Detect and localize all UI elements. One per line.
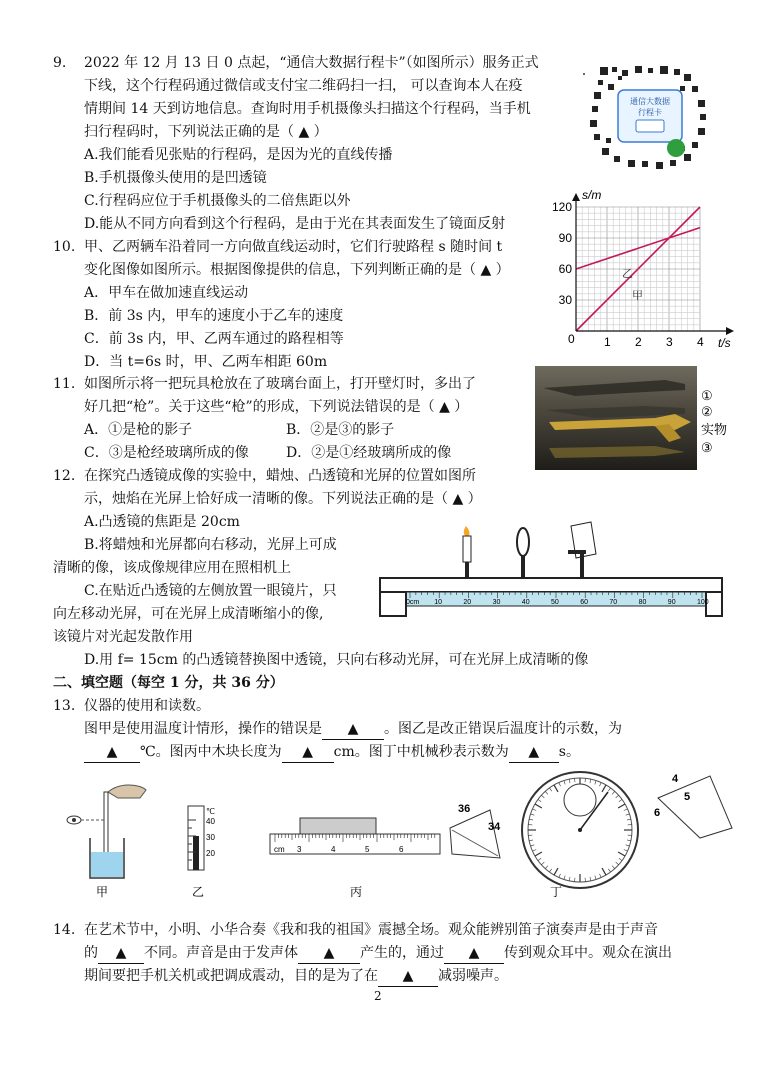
q11-option-c: C．③是枪经玻璃所成的像 xyxy=(84,445,249,461)
q14-text-3a: 期间要把手机关机或把调成震动，目的是为了在 xyxy=(84,968,378,984)
q9-option-c: C.行程码应位于手机摄像头的二倍焦距以外 xyxy=(84,193,351,209)
bench-tick-label: 30 xyxy=(492,599,501,606)
thermo-30: 30 xyxy=(206,833,215,842)
section-fill-title: 二、填空题（每空 1 分，共 36 分） xyxy=(53,675,284,691)
q10-option-d: D．当 t=6s 时，甲、乙两车相距 60m xyxy=(84,354,328,370)
q14-text-3b: 减弱噪声。 xyxy=(438,968,508,984)
ruler-3: 3 xyxy=(297,845,302,854)
bench-tick-label: 80 xyxy=(638,599,647,606)
bench-tick-label: 40 xyxy=(521,599,530,606)
candle-flame xyxy=(464,526,470,536)
q13-blank-1[interactable]: ▲ xyxy=(322,719,384,740)
figure-yi-thermometer xyxy=(188,806,215,899)
qr-text-2: 行程卡 xyxy=(638,108,662,117)
q12-option-b-2: 清晰的像，该成像规律应用在照相机上 xyxy=(53,560,291,576)
q13-blank-2[interactable]: ▲ xyxy=(84,742,140,763)
stopwatch-zoom-right xyxy=(658,776,732,838)
fig-label-yi: 乙 xyxy=(192,885,205,899)
bench-tick-label: 0cm xyxy=(406,599,420,606)
x-tick-label: 1 xyxy=(604,335,611,349)
fig-label-ding: 丁 xyxy=(550,885,563,899)
st-chart xyxy=(548,185,748,355)
q9-number: 9. xyxy=(53,55,67,71)
q12-option-c-2: 向左移动光屏，可在光屏上成清晰缩小的像, xyxy=(53,606,324,622)
ruler-unit: cm xyxy=(274,845,285,854)
q12-option-c-1: C.在贴近凸透镜的左侧放置一眼镜片，只 xyxy=(84,583,337,599)
stopwatch-zoom-left xyxy=(450,810,500,858)
y-tick-label: 120 xyxy=(551,200,572,214)
ruler-4: 4 xyxy=(331,845,336,854)
fig-label-bing: 丙 xyxy=(350,885,363,899)
bench-tick-label: 20 xyxy=(463,599,472,606)
x-tick-label: 2 xyxy=(635,335,642,349)
thermo-20: 20 xyxy=(206,849,215,858)
q14-blank-2[interactable]: ▲ xyxy=(298,943,360,964)
q14-number: 14. xyxy=(53,922,76,938)
candle xyxy=(463,526,471,578)
x-tick-label: 4 xyxy=(697,335,704,349)
label-2: ② xyxy=(701,404,713,419)
q12-option-c-3: 该镜片对光起发散作用 xyxy=(53,629,193,645)
bench-tick-label: 50 xyxy=(551,599,559,606)
bench-tick-label: 100 xyxy=(697,599,709,606)
label-1: ① xyxy=(701,388,713,403)
label-real: 实物 xyxy=(701,422,728,437)
zoom-6: 6 xyxy=(654,807,661,819)
q13-line-2 xyxy=(84,742,580,763)
zoom-5: 5 xyxy=(684,791,691,803)
lens-body xyxy=(517,528,529,556)
q14-text-2a: 的 xyxy=(84,945,98,961)
x-tick-label: 3 xyxy=(666,335,673,349)
stopwatch-subdial xyxy=(564,784,596,816)
q14-text-2d: 传到观众耳中。观众在演出 xyxy=(504,945,672,961)
q14-line-1: 在艺术节中，小明、小华合奏《我和我的祖国》震撼全场。观众能辨别笛子演奏声是由于声音 xyxy=(84,922,658,938)
q14-line-2 xyxy=(84,943,672,964)
convex-lens xyxy=(517,528,529,578)
y-tick-label: 30 xyxy=(558,293,572,307)
q13-blank-4[interactable]: ▲ xyxy=(509,742,559,763)
label-3: ③ xyxy=(701,440,713,455)
bench-tick-label: 10 xyxy=(434,599,442,606)
q11-option-a: A．①是枪的影子 xyxy=(84,422,193,438)
series-label-jia: 甲 xyxy=(632,290,643,302)
q10-number: 10. xyxy=(53,239,76,255)
q13-text-2a: ℃。图丙中木块长度为 xyxy=(140,744,282,760)
q14-blank-3[interactable]: ▲ xyxy=(444,943,504,964)
q12-line-2: 示，烛焰在光屏上恰好成一清晰的像。下列说法正确的是（ ▲ ） xyxy=(84,491,482,507)
fig-label-jia: 甲 xyxy=(96,885,109,899)
ruler-5: 5 xyxy=(365,845,370,854)
thermometer-jia xyxy=(104,792,108,860)
qr-code-figure xyxy=(580,62,720,172)
wechat-icon xyxy=(667,139,685,157)
q11-option-b: B．②是③的影子 xyxy=(286,422,395,438)
q9-line-1: 2022 年 12 月 13 日 0 点起，“通信大数据行程卡”（如图所示）服务正式 xyxy=(84,55,539,71)
origin-label: 0 xyxy=(568,332,575,346)
figure-jia-thermometer-beaker xyxy=(67,785,146,899)
q10-option-a: A．甲车在做加速直线运动 xyxy=(84,285,249,301)
figure-ding-stopwatch xyxy=(450,772,732,899)
q11-line-1: 如图所示将一把玩具枪放在了玻璃台面上，打开壁灯时，多出了 xyxy=(84,376,476,392)
x-axis-arrow xyxy=(726,327,734,335)
qr-card-icon xyxy=(636,120,664,132)
qr-text-1: 通信大数据 xyxy=(630,97,670,106)
q12-option-b-1: B.将蜡烛和光屏都向右移动，光屏上可成 xyxy=(84,537,337,553)
y-tick-label: 90 xyxy=(558,231,572,245)
q11-number: 11. xyxy=(53,376,76,392)
optical-bench-figure xyxy=(376,518,726,628)
q9-option-a: A.我们能看见张贴的行程码，是因为光的直线传播 xyxy=(84,147,393,163)
q11-line-2: 好几把“枪”。关于这些“枪”的形成，下列说法错误的是（ ▲ ） xyxy=(84,399,469,415)
q13-line-1 xyxy=(84,719,622,740)
figure-bing-ruler xyxy=(270,818,440,899)
q12-number: 12. xyxy=(53,468,76,484)
q10-line-1: 甲、乙两辆车沿着同一方向做直线运动时，它们行驶路程 s 随时间 t xyxy=(84,239,503,255)
thermo-unit: ℃ xyxy=(206,807,215,816)
series-label-yi: 乙 xyxy=(622,268,633,280)
q12-option-d: D.用 f= 15cm 的凸透镜替换图中透镜，只向右移动光屏，可在光屏上成清晰的像 xyxy=(84,652,589,668)
q9-line-2: 下线，这个行程码通过微信或支付宝二维码扫一扫， 可以查询本人在疫 xyxy=(84,78,523,94)
y-axis-label: s/m xyxy=(582,188,602,202)
q12-option-a: A.凸透镜的焦距是 20cm xyxy=(84,514,240,530)
q13-number: 13. xyxy=(53,698,76,714)
zoom-4: 4 xyxy=(672,773,679,785)
instruments-figure xyxy=(60,768,750,900)
bench-tick-label: 60 xyxy=(580,599,588,606)
y-axis-arrow xyxy=(572,193,580,201)
q13-text-2b: cm。图丁中机械秒表示数为 xyxy=(333,744,509,760)
q10-line-2: 变化图像如图所示。根据图像提供的信息，下列判断正确的是（ ▲ ） xyxy=(84,262,510,278)
q9-option-b: B.手机摄像头使用的是凹透镜 xyxy=(84,170,267,186)
q9-line-3: 情期间 14 天到访地信息。查询时用手机摄像头扫描这个行程码，当手机 xyxy=(84,101,531,117)
q14-text-2b: 不同。声音是由于发声体 xyxy=(144,945,298,961)
toy-gun-photo xyxy=(535,366,757,470)
q13-intro: 仪器的使用和读数。 xyxy=(84,698,210,714)
q13-text-1a: 图甲是使用温度计情形，操作的错误是 xyxy=(84,721,322,737)
wood-block xyxy=(300,818,376,834)
ruler-6: 6 xyxy=(399,845,404,854)
bench-rail xyxy=(380,578,722,592)
q9-option-d: D.能从不同方向看到这个行程码，是由于光在其表面发生了镜面反射 xyxy=(84,216,506,232)
thermo-40: 40 xyxy=(206,817,215,826)
q13-blank-3[interactable]: ▲ xyxy=(282,742,334,763)
bench-tick-label: 70 xyxy=(609,599,618,606)
q11-option-d: D．②是①经玻璃所成的像 xyxy=(286,445,452,461)
bench-tick-label: 90 xyxy=(667,599,676,606)
q14-text-2c: 产生的，通过 xyxy=(360,945,444,961)
y-tick-label: 60 xyxy=(558,262,572,276)
q10-option-b: B．前 3s 内，甲车的速度小于乙车的速度 xyxy=(84,308,344,324)
q10-option-c: C．前 3s 内，甲、乙两车通过的路程相等 xyxy=(84,331,344,347)
page-number: 2 xyxy=(374,989,382,1003)
candle-body xyxy=(463,536,471,562)
q14-blank-4[interactable]: ▲ xyxy=(378,966,438,987)
q12-line-1: 在探究凸透镜成像的实验中，蜡烛、凸透镜和光屏的位置如图所 xyxy=(84,468,476,484)
hand-icon xyxy=(108,785,146,798)
zoom-34: 34 xyxy=(488,821,501,833)
q9-line-4: 扫行程码时，下列说法正确的是（ ▲ ） xyxy=(84,124,328,140)
zoom-36: 36 xyxy=(458,803,471,815)
q14-line-3 xyxy=(84,966,508,987)
q13-text-1b: 。图乙是改正错误后温度计的示数，为 xyxy=(384,721,622,737)
q13-text-2c: s。 xyxy=(558,744,580,760)
q14-blank-1[interactable]: ▲ xyxy=(98,943,144,964)
x-axis-label: t/s xyxy=(718,336,731,350)
light-screen xyxy=(568,522,596,578)
